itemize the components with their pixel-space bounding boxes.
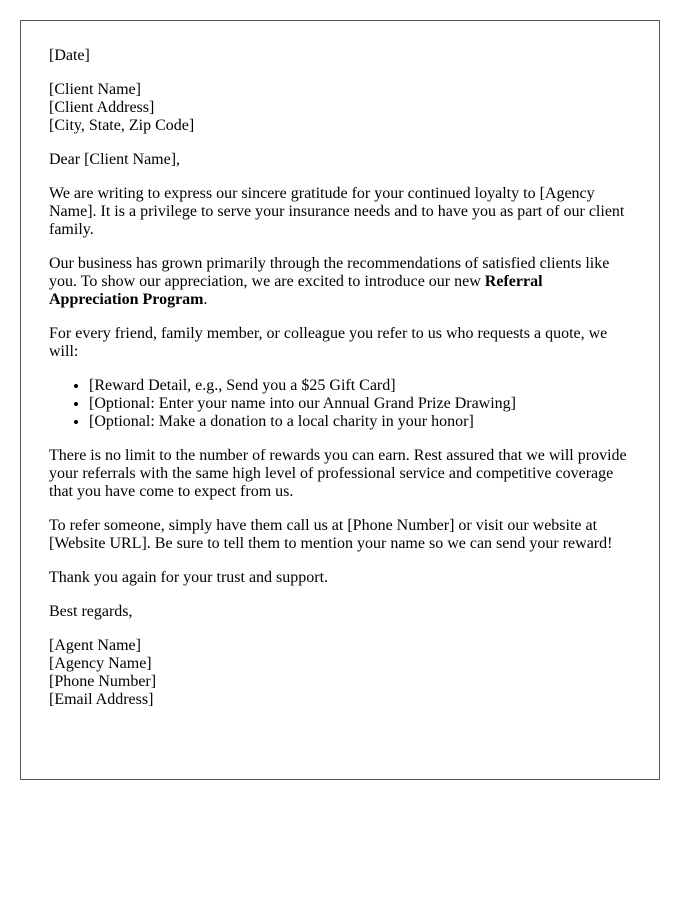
agent-phone: [Phone Number]: [49, 673, 157, 690]
agent-name: [Agent Name]: [49, 637, 141, 654]
recipient-address-block: [49, 81, 631, 135]
paragraph-gratitude: We are writing to express our sincere gratitude for your continued loyalty to [Agency Name]. It is a privilege to serve your insurance needs and to have you as part of our client family.: [49, 185, 625, 238]
program-period: .: [203, 291, 208, 308]
list-item: • [Reward Detail, e.g., Send you a $25 Gift Card]: [89, 377, 631, 395]
paragraph-no-limit: There is no limit to the number of rewards you can earn. Rest assured that we will provide your referrals with the same high level of professional service and competitive coverage that you have come to expect from us.: [49, 447, 627, 500]
agency-name: [Agency Name]: [49, 655, 152, 672]
salutation: Dear [Client Name],: [49, 151, 181, 168]
recipient-address: [Client Address]: [49, 99, 155, 116]
rewards-list: [49, 377, 631, 431]
recipient-city-state-zip: [City, State, Zip Code]: [49, 117, 195, 134]
date-text: [Date]: [49, 47, 90, 64]
program-intro-text: Our business has grown primarily through the recommendations of satisfied clients like you. To show our appreciation, we are excited to introduce our new: [49, 255, 610, 290]
letter-page: [20, 20, 660, 780]
list-item: • [Optional: Make a donation to a local charity in your honor]: [89, 413, 631, 431]
paragraph-how-to-refer: To refer someone, simply have them call us at [Phone Number] or visit our website at [Website URL]. Be sure to tell them to mention your name so we can send your reward!: [49, 517, 613, 552]
program-name: Referral Appreciation Program: [49, 273, 543, 308]
paragraph-thanks: Thank you again for your trust and support.: [49, 569, 329, 586]
closing: Best regards,: [49, 603, 133, 620]
list-item: • [Optional: Enter your name into our Annual Grand Prize Drawing]: [89, 395, 631, 413]
paragraph-program-intro: [49, 255, 631, 309]
letter-date: [49, 47, 631, 65]
signature-block: [49, 637, 631, 709]
agent-email: [Email Address]: [49, 691, 154, 708]
paragraph-offer: For every friend, family member, or colleague you refer to us who requests a quote, we will:: [49, 325, 608, 360]
recipient-name: [Client Name]: [49, 81, 141, 98]
